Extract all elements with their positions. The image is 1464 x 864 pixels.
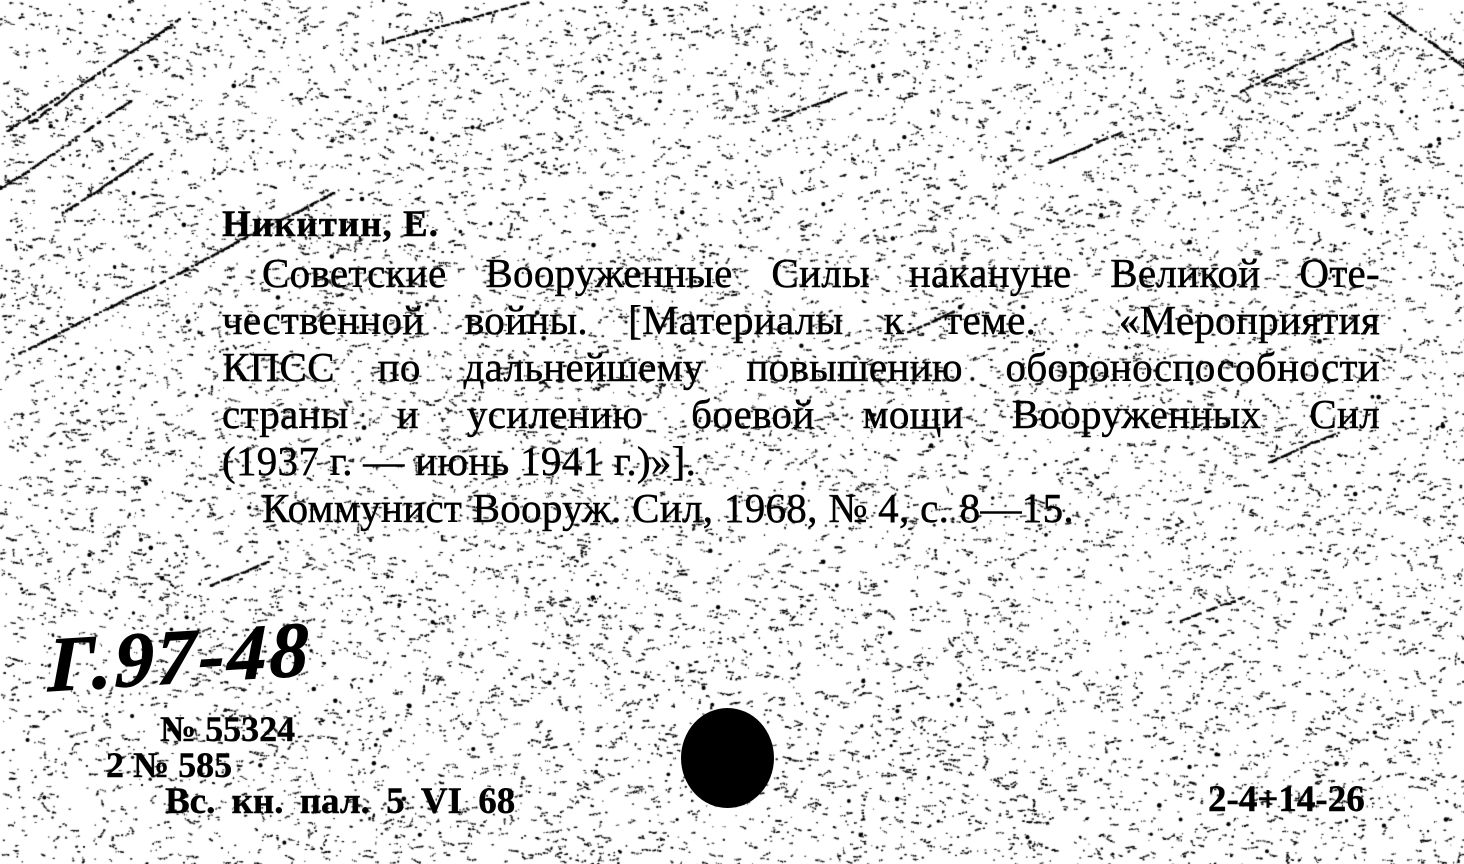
source-citation: Коммунист Вооруж. Сил, 1968, № 4, с. 8—15. [262, 485, 1074, 531]
entry-line: (1937 г. — июнь 1941 г.)»]. [222, 438, 697, 484]
print-code: 2-4+14-26 [1208, 779, 1365, 820]
entry-line: КПСС по дальнейшему повышению обороноспособности [222, 344, 1380, 390]
punch-hole [681, 708, 774, 808]
book-chamber-stamp: Вс. кн. пал. 5 VI 68 [165, 781, 516, 822]
registration-number: № 55324 [160, 709, 296, 749]
bibliographic-entry [222, 250, 1380, 532]
secondary-number: 2 № 585 [106, 745, 233, 785]
author-heading: Никитин, Е. [222, 204, 439, 245]
entry-line: Советские Вооруженные Силы накануне Великой Оте- [262, 250, 1380, 296]
entry-line: страны и усилению боевой мощи Вооруженных Сил [222, 391, 1380, 437]
entry-line: чественной войны. [Материалы к теме. «Мероприятия [222, 297, 1380, 343]
handwritten-call-number: Г.97-48 [47, 604, 312, 709]
